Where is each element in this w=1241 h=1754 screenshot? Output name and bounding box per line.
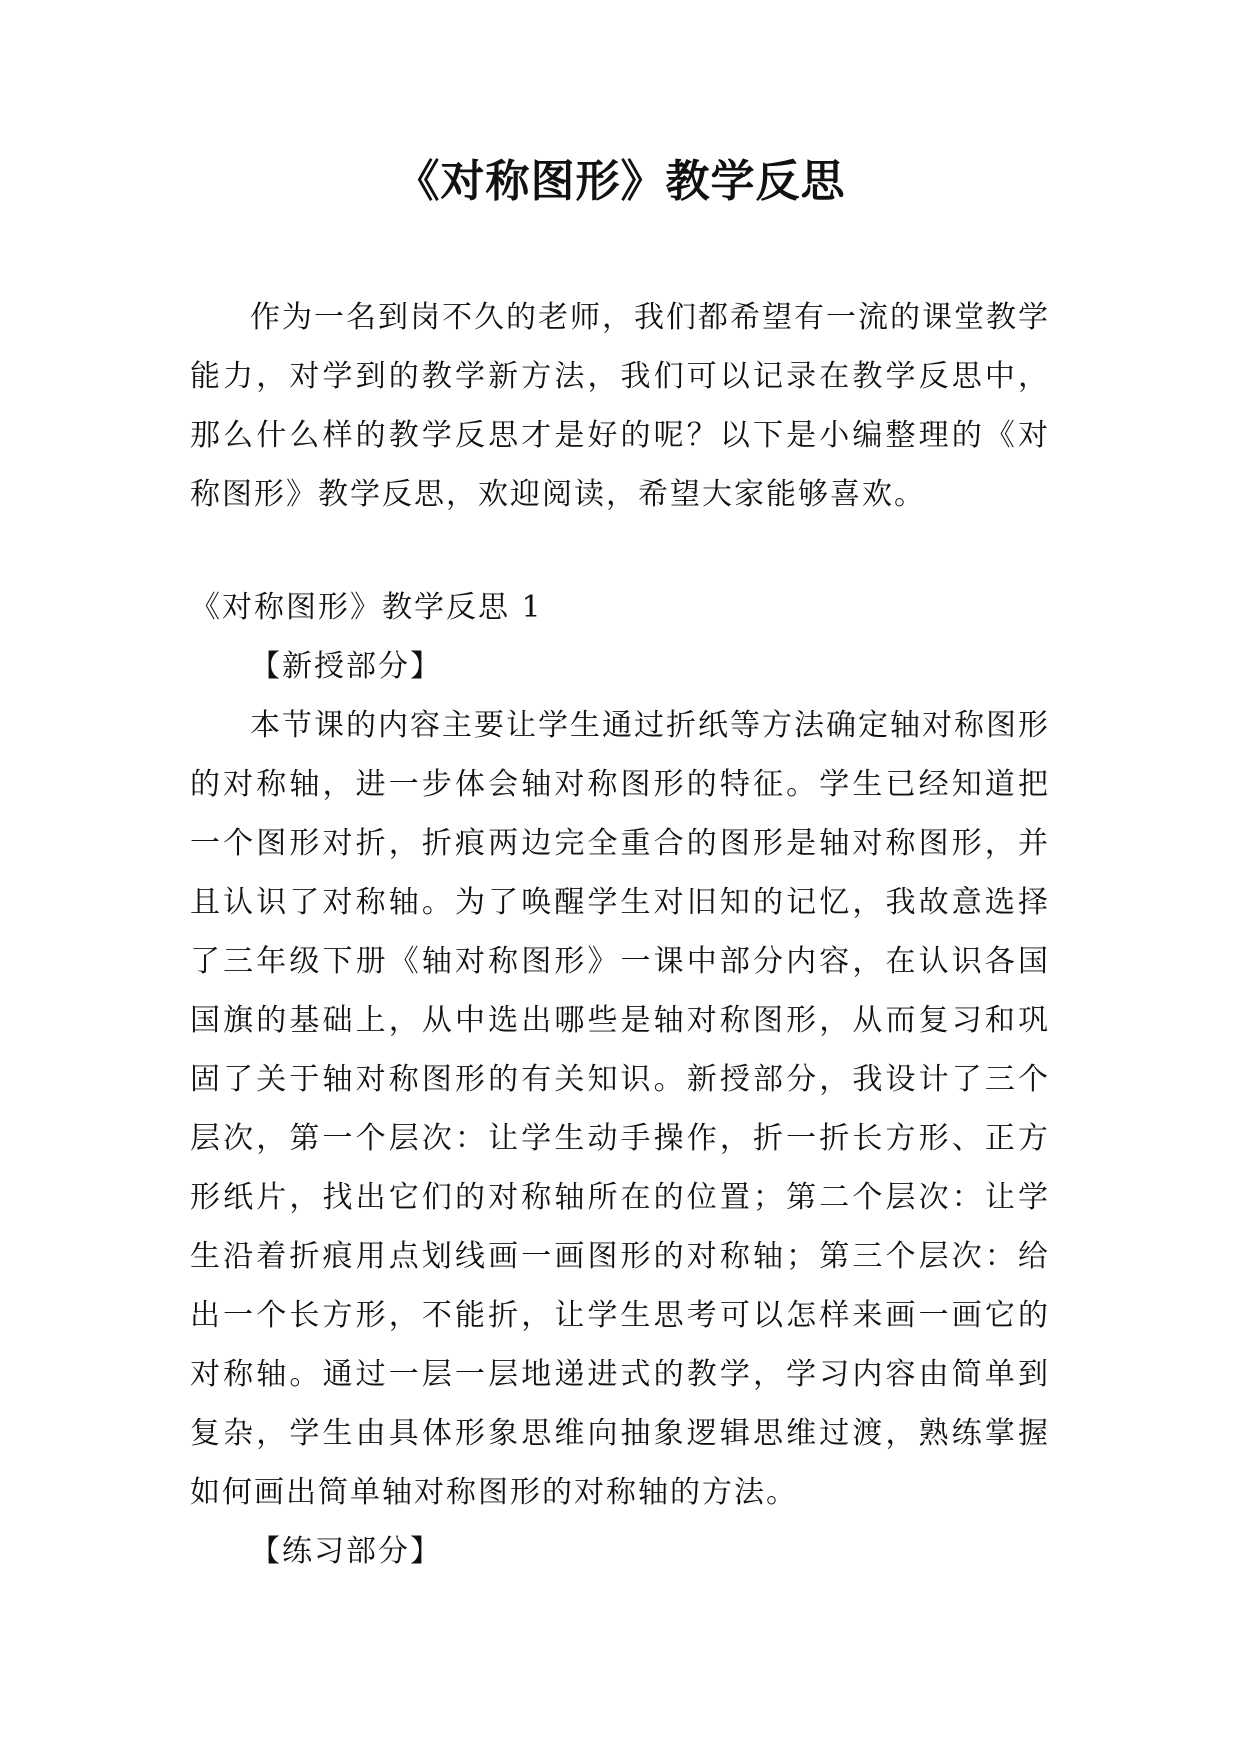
document-body	[190, 288, 1050, 1581]
section-title: 《对称图形》教学反思 1	[190, 590, 543, 625]
subheading-practice: 【练习部分】	[250, 1534, 442, 1569]
subheading-new-lesson: 【新授部分】	[250, 649, 442, 684]
document-title: 《对称图形》教学反思	[395, 156, 846, 207]
intro-paragraph: 作为一名到岗不久的老师，我们都希望有一流的课堂教学能力，对学到的教学新方法，我们可以记录在教学反思中，那么什么样的教学反思才是好的呢？以下是小编整理的《对称图形》教学反思，欢迎阅读，希望大家能够喜欢。	[190, 300, 1050, 512]
body-paragraph: 本节课的内容主要让学生通过折纸等方法确定轴对称图形的对称轴，进一步体会轴对称图形的特征。学生已经知道把一个图形对折，折痕两边完全重合的图形是轴对称图形，并且认识了对称轴。为了唤醒学生对旧知的记忆，我故意选择了三年级下册《轴对称图形》一课中部分内容，在认识各国国旗的基础上，从中选出哪些是轴对称图形，从而复习和巩固了关于轴对称图形的有关知识。新授部分，我设计了三个层次，第一个层次：让学生动手操作，折一折长方形、正方形纸片，找出它们的对称轴所在的位置；第二个层次：让学生沿着折痕用点划线画一画图形的对称轴；第三个层次：给出一个长方形，不能折，让学生思考可以怎样来画一画它的对称轴。通过一层一层地递进式的教学，学习内容由简单到复杂，学生由具体形象思维向抽象逻辑思维过渡，熟练掌握如何画出简单轴对称图形的对称轴的方法。	[190, 708, 1050, 1510]
